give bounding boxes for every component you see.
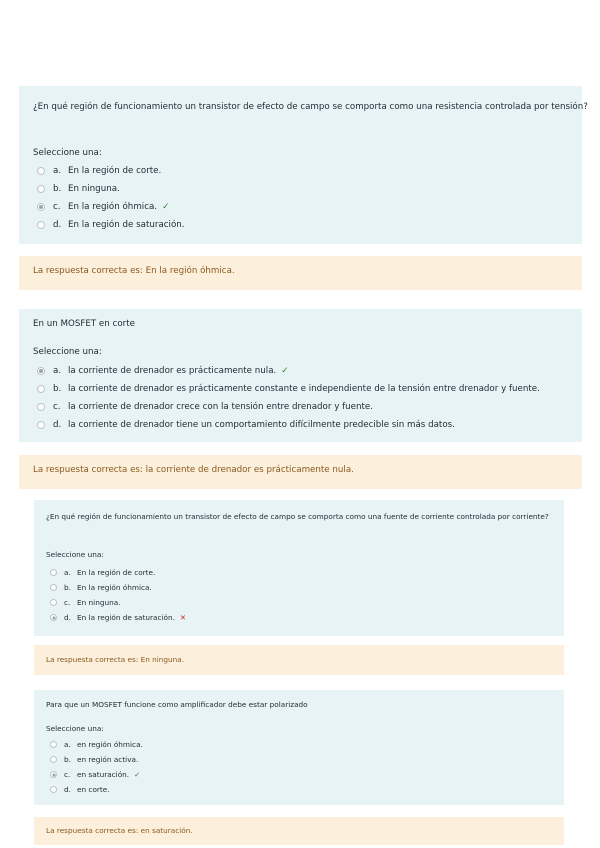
question-1 [19, 86, 588, 244]
option-letter: a. [64, 568, 71, 577]
select-prompt: Seleccione una: [46, 724, 104, 733]
option-label: la corriente de drenador es prácticamente nula. [68, 366, 277, 376]
option-letter: c. [53, 202, 61, 212]
option-label: En ninguna. [77, 598, 121, 607]
radio-button[interactable] [37, 403, 45, 411]
option-c[interactable] [37, 402, 373, 412]
option-a[interactable] [37, 366, 289, 376]
correct-check-icon: ✓ [162, 202, 170, 212]
radio-button[interactable] [37, 221, 45, 229]
radio-button[interactable] [37, 185, 45, 193]
question-4 [34, 690, 564, 805]
radio-button[interactable] [50, 756, 57, 763]
option-b[interactable] [37, 384, 540, 394]
option-letter: b. [64, 583, 71, 592]
radio-button[interactable] [50, 584, 57, 591]
correct-check-icon: ✓ [281, 366, 289, 376]
question-text: Para que un MOSFET funcione como amplificador debe estar polarizado [46, 700, 308, 709]
option-letter: a. [53, 166, 62, 176]
feedback-text: La respuesta correcta es: la corriente de drenador es prácticamente nula. [33, 465, 354, 475]
select-prompt: Seleccione una: [33, 347, 102, 357]
option-label: En la región de corte. [77, 568, 156, 577]
radio-button-selected[interactable] [50, 771, 57, 778]
option-label: En la región de saturación. [77, 613, 175, 622]
option-label: en región óhmica. [77, 740, 143, 749]
option-b[interactable] [50, 583, 152, 592]
option-letter: c. [53, 402, 61, 412]
feedback-1 [19, 256, 582, 290]
option-letter: d. [64, 613, 71, 622]
question-text: ¿En qué región de funcionamiento un transistor de efecto de campo se comporta como una resistencia controlada por tensión? [33, 102, 588, 112]
feedback-text: La respuesta correcta es: En la región óhmica. [33, 266, 235, 276]
option-label: la corriente de drenador es prácticamente constante e independiente de la tensión entre drenador y fuente. [68, 384, 540, 394]
option-d[interactable] [50, 613, 186, 622]
feedback-text: La respuesta correcta es: en saturación. [46, 826, 193, 835]
option-c[interactable] [50, 598, 121, 607]
radio-button[interactable] [50, 741, 57, 748]
option-c[interactable] [37, 202, 169, 212]
feedback-text: La respuesta correcta es: En ninguna. [46, 655, 185, 664]
option-letter: a. [64, 740, 71, 749]
radio-button[interactable] [50, 786, 57, 793]
option-label: En ninguna. [68, 184, 120, 194]
option-label: En la región de saturación. [68, 220, 185, 230]
option-d[interactable] [50, 785, 110, 794]
incorrect-cross-icon: ✕ [179, 613, 187, 622]
option-c[interactable] [50, 770, 140, 779]
option-label: en saturación. [77, 770, 130, 779]
question-3 [34, 500, 564, 636]
option-letter: a. [53, 366, 62, 376]
option-a[interactable] [50, 568, 155, 577]
option-b[interactable] [37, 184, 120, 194]
option-d[interactable] [37, 220, 185, 230]
option-letter: d. [53, 420, 62, 430]
option-b[interactable] [50, 755, 138, 764]
option-letter: b. [53, 384, 62, 394]
option-label: en región activa. [77, 755, 139, 764]
question-text: En un MOSFET en corte [33, 319, 135, 329]
option-letter: d. [64, 785, 71, 794]
option-a[interactable] [37, 166, 161, 176]
option-letter: c. [64, 770, 71, 779]
option-label: En la región óhmica. [77, 583, 152, 592]
question-text: ¿En qué región de funcionamiento un transistor de efecto de campo se comporta como una fuente de corriente controlada por corriente? [46, 512, 549, 521]
radio-button[interactable] [50, 599, 57, 606]
option-d[interactable] [37, 420, 455, 430]
select-prompt: Seleccione una: [33, 148, 102, 158]
radio-button-selected[interactable] [37, 367, 45, 375]
radio-button[interactable] [37, 421, 45, 429]
radio-button[interactable] [37, 167, 45, 175]
option-letter: d. [53, 220, 62, 230]
option-label: la corriente de drenador tiene un comportamiento difícilmente predecible sin más datos. [68, 420, 455, 430]
option-label: la corriente de drenador crece con la tensión entre drenador y fuente. [68, 402, 374, 412]
option-label: En la región de corte. [68, 166, 162, 176]
select-prompt: Seleccione una: [46, 550, 104, 559]
feedback-4 [34, 817, 564, 845]
option-label: En la región óhmica. [68, 202, 158, 212]
question-2 [19, 309, 582, 442]
option-label: en corte. [77, 785, 110, 794]
feedback-3 [34, 645, 564, 675]
option-letter: c. [64, 598, 71, 607]
radio-button-selected[interactable] [50, 614, 57, 621]
option-a[interactable] [50, 740, 143, 749]
correct-check-icon: ✓ [134, 770, 141, 779]
radio-button-selected[interactable] [37, 203, 45, 211]
radio-button[interactable] [50, 569, 57, 576]
feedback-2 [19, 455, 582, 489]
option-letter: b. [64, 755, 71, 764]
option-letter: b. [53, 184, 62, 194]
radio-button[interactable] [37, 385, 45, 393]
